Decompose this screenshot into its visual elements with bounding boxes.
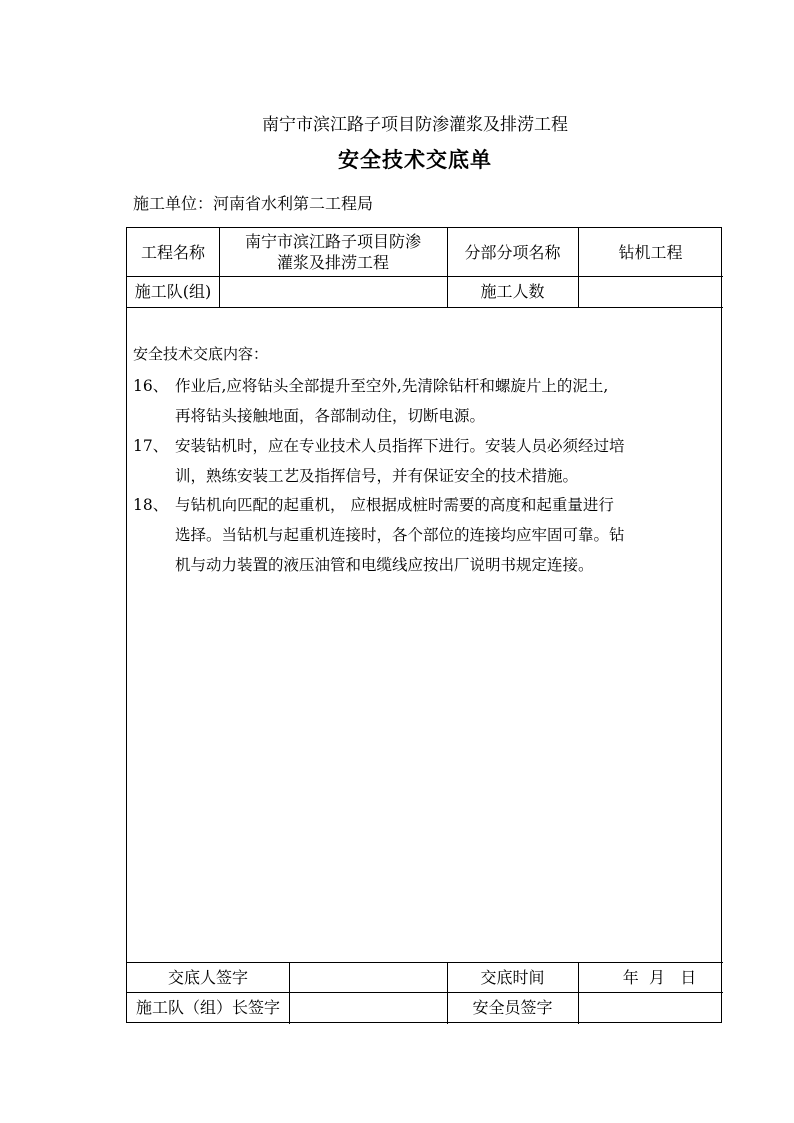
item-line: 机与动力装置的液压油管和电缆线应按出厂说明书规定连接。 [175, 556, 594, 574]
project-name-line: 灌浆及排涝工程 [276, 253, 389, 272]
item-line: 作业后,应将钻头全部提升至空外,先清除钻杆和螺旋片上的泥土, [175, 377, 609, 395]
item-number: 17、 [133, 437, 169, 455]
project-name-label: 工程名称 [140, 242, 205, 262]
disclosure-time-field[interactable]: 年 月 日 [622, 967, 697, 987]
disclosure-form-table [126, 227, 722, 1023]
document-title: 安全技术交底单 [338, 147, 492, 172]
team-label: 施工队(组) [134, 282, 212, 301]
sub-item-label: 分部分项名称 [464, 242, 561, 262]
item-line: 训，熟练安装工艺及指挥信号，并有保证安全的技术措施。 [175, 467, 579, 485]
team-leader-signature-field[interactable] [289, 992, 447, 1023]
document-subtitle: 南宁市滨江路子项目防渗灌浆及排涝工程 [262, 115, 568, 135]
item-line: 选择。当钻机与起重机连接时，各个部位的连接均应牢固可靠。钻 [175, 526, 625, 544]
sub-item-value: 钻机工程 [618, 242, 683, 262]
item-number: 18、 [133, 496, 169, 514]
team-leader-signature-label: 施工队（组）长签字 [135, 998, 280, 1017]
safety-officer-signature-field[interactable] [578, 992, 723, 1023]
item-text [175, 371, 720, 431]
worker-count-label: 施工人数 [480, 282, 545, 301]
content-label: 安全技术交底内容： [133, 345, 269, 363]
item-line: 与钻机向匹配的起重机， 应根据成桩时需要的高度和起重量进行 [175, 496, 614, 514]
safety-officer-signature-label: 安全员签字 [472, 998, 553, 1017]
construction-unit: 施工单位：河南省水利第二工程局 [133, 194, 374, 213]
item-text [175, 431, 720, 491]
item-number: 16、 [133, 377, 169, 395]
discloser-signature-field[interactable] [289, 962, 447, 992]
row-divider [127, 307, 723, 308]
item-line: 再将钻头接触地面，各部制动住，切断电源。 [175, 407, 486, 425]
project-name-line: 南宁市滨江路子项目防渗 [244, 232, 421, 251]
item-line: 安装钻机时，应在专业技术人员指挥下进行。安装人员必须经过培 [175, 437, 625, 455]
discloser-signature-label: 交底人签字 [167, 967, 248, 987]
team-value[interactable] [219, 276, 447, 307]
item-text [175, 490, 720, 580]
project-name-value [219, 228, 447, 276]
worker-count-value[interactable] [578, 276, 723, 307]
disclosure-time-label: 交底时间 [480, 967, 545, 987]
